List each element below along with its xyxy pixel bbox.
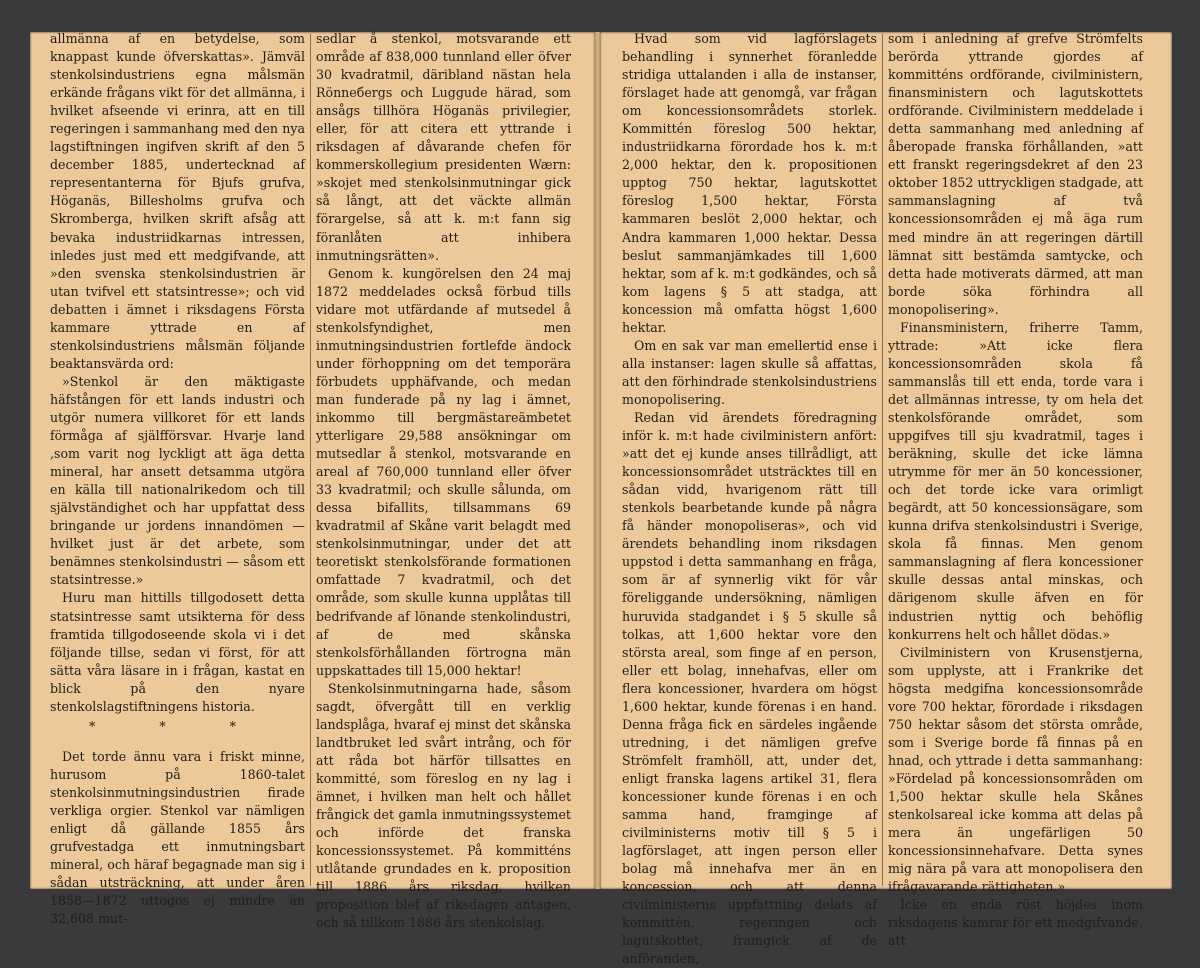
column-3 <box>622 30 877 967</box>
paragraph: Genom k. kungörelsen den 24 maj 1872 meddelades också förbud tills vidare mot utfärdande af mutsedel å stenkolsfyndighet, men inmutningsindustrien fortlefde ändock under förhoppning om det temporära förbudets upphäfvande, och medan man funderade på ny lag i ämnet, inkommo till bergmästareämbetet ytterligare 29,588 ansökningar om mutsedlar å stenkol, motsvarande en areal af 760,000 tunnland eller öfver 33 kvadratmil; och skulle sålunda, om dessa bifallits, tillsammans 69 kvadratmil af Skåne varit belagdt med stenkolsinmutningar, under det att teoretiskt stenkolsförande formationen omfattade 7 kvadratmil, och det område, som skulle kunna upplåtas till bedrifvande af lönande stenkolindustri, af de med skånska stenkolsförhållanden förtrogna män uppskattades till 15,000 hektar! <box>316 265 571 678</box>
column-rule <box>882 34 883 886</box>
column-2 <box>316 30 571 931</box>
column-rule <box>310 34 311 886</box>
paragraph: Hvad som vid lagförslagets behandling i synnerhet föranledde stridiga uttalanden i alla de instanser, förslaget hade att genomgå, var frågan om koncessionsområdets storlek. Kommittén föreslog 500 hektar, industriidkarna förordade hos k. m:t 2,000 hektar, den k. propositionen upptog 750 hektar, lagutskottet föreslog 1,500 hektar, Första kammaren beslöt 2,000 hektar, och Andra kammaren 1,000 hektar. Dessa beslut sammanjämkades till 1,600 hektar, som af k. m:t godkändes, och så kom lagens § 5 att stadga, att koncession må omfatta högst 1,600 hektar. <box>622 31 877 335</box>
column-4 <box>888 30 1143 949</box>
paragraph: »Stenkol är den mäktigaste häfstången för ett lands industri och utgör numera villkoret för ett lands förmåga af själfförsvar. Hvarje land ,som varit nog lyckligt att äga detta mineral, har ansett detsamma utgöra en källa till nationalrikedom och till självständighet och har uppfattat dess bringande ur jordens innandömen — hvilket just är det arbete, som benämnes stenkolsindustri — såsom ett statsintresse.» <box>50 373 305 588</box>
paragraph: Civilministern von Krusenstjerna, som upplyste, att i Frankrike det högsta medgifna koncessionsområde vore 700 hektar, förordade i riksdagen 750 hektar såsom det största område, som i Sverige borde få finnas på en hnad, och yttrade i detta sammanhang: »Fördelad på koncessionsområden om 1,500 hektar skulle hela Skånes stenkolsareal icke komma att delas på mera än ungefärligen 50 koncessionsinnehafvare. Detta synes mig nära på vara att monopolisera den ifrågavarande rättigheten.» <box>888 644 1143 895</box>
paragraph: sedlar å stenkol, motsvarande ett område af 838,000 tunnland eller öfver 30 kvadratmil, däribland nästan hela Rönneбergs och Luggude härad, som ansågs tillhöra Höganäs privilegier, eller, för att citera ett yttrande i riksdagen af dåvarande chefen för kommerskollegium presidenten Wærn: »skojet med stenkolsinmutningar gick så långt, att det väckte allmän förargelse, så att k. m:t fann sig föranlåten att inhibera inmutningsrätten». <box>316 31 571 263</box>
paragraph: Finansministern, friherre Tamm, yttrade: »Att icke flera koncessionsområden skola få sammanslås till ett enda, torde vara i det allmännas intresse, ty om hela det stenkolsförande området, som uppgifves till sju kvadratmil, tages i beräkning, skulle det icke lämna utrymme för mer än 50 koncessioner, och det torde icke vara orimligt begärdt, att 50 koncessionsägare, som kunna drifva stenkolsindustri i Sverige, skola få finnas. Men genom sammanslagning af flera koncessioner skulle dessas antal minskas, och därigenom skulle äfven en för industrien nyttig och behöflig konkurrens helt och hållet dödas.» <box>888 319 1143 642</box>
paragraph: Huru man hittills tillgodosett detta statsintresse samt utsikterna för dess framtida tillgodoseende skola vi i det följande tillse, sedan vi först, för att sätta våra läsare in i frågan, kastat en blick på den nyare stenkolslagstiftningens historia. <box>50 590 305 714</box>
paragraph: Stenkolsinmutningarna hade, såsom sagdt, öfvergått till en verklig landsplåga, hvaraf ej minst det skånska landtbruket led svårt intrång, och för att råda bot härför tillsattes en kommitté, som föreslog en ny lag i ämnet, i hvilken man helt och hållet frångick det gamla inmutningssystemet och införde det franska koncessionssystemet. På kommitténs utlåtande grundades en k. proposition till 1886 års riksdag, hvilken proposition blef af riksdagen antagen, och så tillkom 1886 års stenkolslag. <box>316 680 571 931</box>
section-divider: * * * <box>89 718 266 734</box>
column-1 <box>50 30 305 927</box>
paragraph: Det torde ännu vara i friskt minne, hurusom på 1860-talet stenkolsinmutningsindustrien firade verkliga orgier. Stenkol var nämligen enligt då gällande 1855 års grufvestadga ett inmutningsbart mineral, och häraf begagnade man sig i sådan utsträckning, att under åren 1858—1872 uttogos ej mindre än 32,608 mut- <box>50 748 305 927</box>
paragraph: som i anledning af grefve Strömfelts berörda yttrande gjordes af kommitténs ordförande, civilministern, finansministern och lagutskottets ordförande. Civilministern meddelade i detta sammanhang med anledning af åberopade franska förhållanden, »att ett franskt regeringsdekret af den 23 oktober 1852 uttryckligen stadgade, att sammanslagning af två koncessionsområden ej må äga rum med mindre än att regeringen därtill lämnat sitt bestämda samtycke, och detta hade motiverats därmed, att man borde söka förhindra all monopolisering». <box>888 31 1143 317</box>
paragraph: allmänna af en betydelse, som knappast kunde öfverskattas». Jämväl stenkolsindustriens egna målsmän erkände frågans vikt för det allmänna, i hvilket afseende vi erinra, att en till regeringen i sammanhang med den nya lagstiftningen ingifven skrift af den 5 december 1885, undertecknad af representanterna för Bjufs grufva, Höganäs, Billesholms grufva och Skromberga, hvilken skrift afsåg att bevaka industriidkarnas intressen, inledes just med ett medgifvande, att »den svenska stenkolsindustrien är utan tvifvel ett statsintresse»; och vid debatten i ämnet i riksdagens Första kammare yttrade en af stenkolsindustriens målsmän följande beaktansvärda ord: <box>50 31 305 371</box>
paragraph: Om en sak var man emellertid ense i alla instanser: lagen skulle så affattas, att den förhindrade stenkolsindustriens monopolisering. <box>622 337 877 407</box>
paragraph: Redan vid ärendets föredragning inför k. m:t hade civilministern anfört: »att det ej kunde anses tillrådligt, att koncessionsområdet utsträcktes till en sådan vidd, hvarigenom rätt till stenkols bearbetande kunde på några få händer monopoliseras», och vid ärendets behandling inom riksdagen uppstod i detta sammanhang en fråga, som är af synnerlig vikt för vår föreliggande undersökning, nämligen huruvida stadgandet i § 5 skulle så tolkas, att 1,600 hektar vore den största areal, som finge af en person, eller ett bolag, innehafvas, eller om flera koncessioner, hvardera om högst 1,600 hektar, kunde förenas i en hand. Denna fråga fick en särdeles ingående utredning, i det nämligen grefve Strömfelt framhöll, att, under det, enligt franska lagens artikel 31, flera koncessioner kunde förenas i en och samma hand, framginge af civilministerns motiv till § 5 i lagförslaget, att ingen person eller bolag må innehafva mer än en koncession, och att denna civilministerns uppfattning delats af kommittén, regeringen och lagutskottet, framgick af de anföranden, <box>622 409 877 967</box>
paragraph: Icke en enda röst höjdes inom riksdagens kamrar för ett medgifvande, att <box>888 897 1143 949</box>
